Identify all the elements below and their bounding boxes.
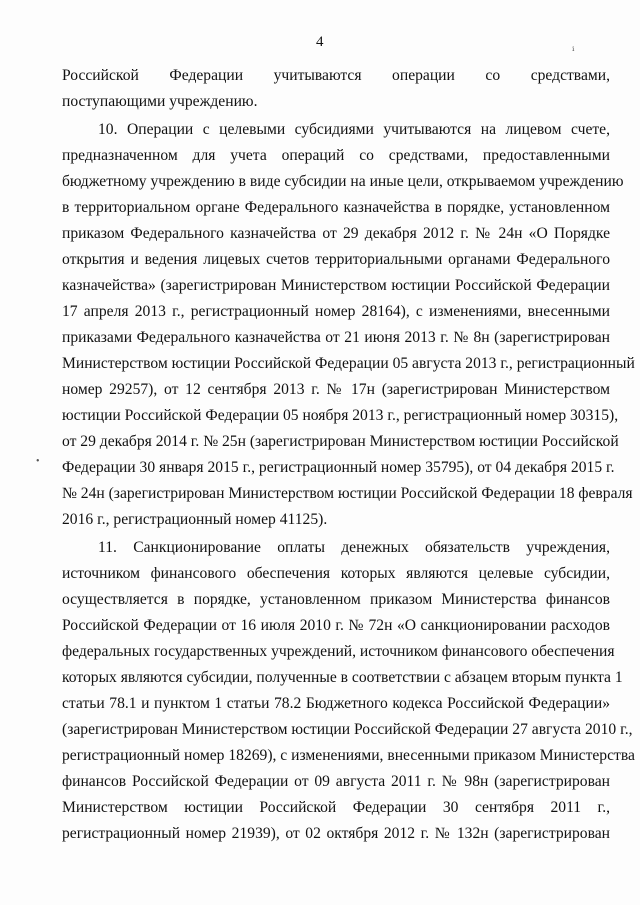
- text-line: Министерством юстиции Российской Федерации 05 августа 2013 г., регистрационный: [62, 355, 635, 372]
- text-line: предназначенном для учета операций со средствами, предоставленными: [62, 147, 610, 164]
- text-line: поступающими учреждению.: [62, 93, 258, 110]
- text-line: (зарегистрирован Министерством юстиции Российской Федерации 27 августа 2010 г.,: [62, 721, 633, 738]
- text-line: номер 29257), от 12 сентября 2013 г. № 17н (зарегистрирован Министерством: [62, 381, 610, 398]
- text-line: приказом Федерального казначейства от 29 декабря 2012 г. № 24н «О Порядке: [62, 225, 610, 242]
- text-line: Министерством юстиции Российской Федерации 30 сентября 2011 г.,: [62, 799, 610, 816]
- text-line: от 29 декабря 2014 г. № 25н (зарегистрирован Министерством юстиции Российской: [62, 433, 619, 450]
- text-line: бюджетному учреждению в виде субсидии на иные цели, открываемом учреждению: [62, 173, 624, 190]
- text-line: Федерации 30 января 2015 г., регистрационный номер 35795), от 04 декабря 2015 г.: [62, 459, 615, 476]
- text-line: регистрационный номер 21939), от 02 октября 2012 г. № 132н (зарегистрирован: [62, 825, 610, 842]
- text-line: открытия и ведения лицевых счетов территориальными органами Федерального: [62, 251, 610, 268]
- text-line: 17 апреля 2013 г., регистрационный номер 28164), с изменениями, внесенными: [62, 303, 610, 320]
- paragraph-10-start: 10. Операции с целевыми субсидиями учитываются на лицевом счете,: [98, 121, 610, 138]
- text-line: казначейства» (зарегистрирован Министерством юстиции Российской Федерации: [62, 277, 610, 294]
- text-line: приказами Федерального казначейства от 21 июня 2013 г. № 8н (зарегистрирован: [62, 329, 610, 346]
- text-line: источником финансового обеспечения которых являются целевые субсидии,: [62, 565, 610, 582]
- text-line: которых являются субсидии, полученные в соответствии с абзацем вторым пункта 1: [62, 669, 623, 686]
- text-line: юстиции Российской Федерации 05 ноября 2013 г., регистрационный номер 30315),: [62, 407, 619, 424]
- text-line: осуществляется в порядке, установленном приказом Министерства финансов: [62, 591, 610, 608]
- text-line: регистрационный номер 18269), с изменениями, внесенными приказом Министерства: [62, 747, 635, 764]
- text-line: Российской Федерации учитываются операции со средствами,: [62, 67, 610, 84]
- text-line: федеральных государственных учреждений, источником финансового обеспечения: [62, 643, 615, 660]
- text-line: статьи 78.1 и пунктом 1 статьи 78.2 Бюджетного кодекса Российской Федерации»: [62, 695, 610, 712]
- text-line: в территориальном органе Федерального казначейства в порядке, установленном: [62, 199, 610, 216]
- scan-dot: •: [36, 456, 40, 467]
- scan-speck: ⁱ: [572, 44, 575, 58]
- paragraph-11-start: 11. Санкционирование оплаты денежных обязательств учреждения,: [98, 539, 610, 556]
- page-number: 4: [316, 34, 324, 50]
- text-line: 2016 г., регистрационный номер 41125).: [62, 511, 328, 528]
- text-line: Российской Федерации от 16 июля 2010 г. № 72н «О санкционировании расходов: [62, 617, 610, 634]
- text-line: финансов Российской Федерации от 09 августа 2011 г. № 98н (зарегистрирован: [62, 773, 610, 790]
- text-line: № 24н (зарегистрирован Министерством юстиции Российской Федерации 18 февраля: [62, 485, 633, 502]
